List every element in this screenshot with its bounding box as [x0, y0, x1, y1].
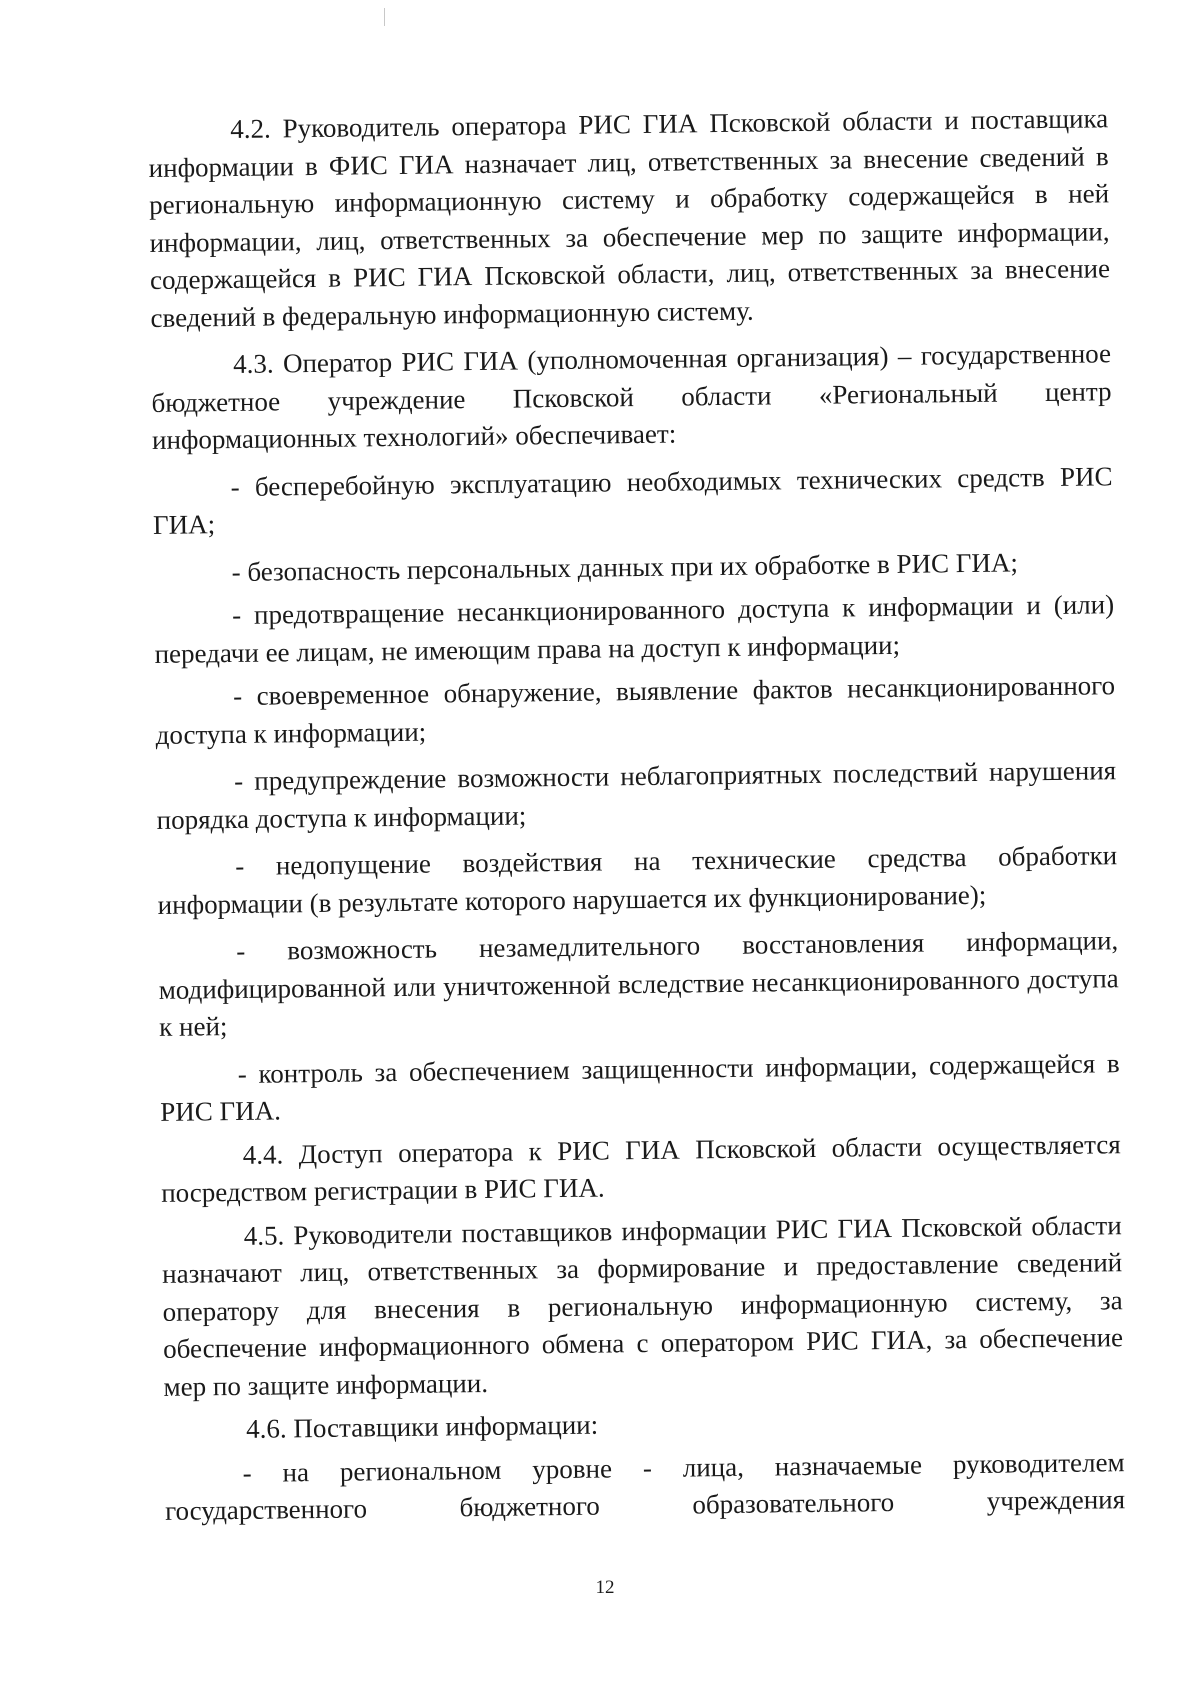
paragraph-4-3: 4.3. Оператор РИС ГИА (уполномоченная организация) – государственное бюджетное учреждение Псковской области «Региональный центр информационных технологий» обеспечивает: — [151, 338, 1112, 455]
list-item-uninterrupted-operation: - бесперебойную эксплуатацию необходимых технических средств РИС ГИА; — [152, 460, 1113, 540]
list-item-personal-data-security: - безопасность персональных данных при их обработке в РИС ГИА; — [231, 546, 1019, 587]
document-body — [148, 100, 1125, 1530]
list-item-timely-detection: - своевременное обнаружение, выявление фактов несанкционированного доступа к информации; — [155, 670, 1116, 750]
list-item-regional-level: - на региональном уровне - лица, назначаемые руководителем государственного бюджетного образовательного учреждения — [164, 1446, 1126, 1526]
scan-artifact-line — [384, 8, 385, 26]
list-item-no-impact-on-hardware: - недопущение воздействия на технические средства обработки информации (в результате которого нарушается их функционирование); — [157, 840, 1118, 920]
list-item-protection-control: - контроль за обеспечением защищенности информации, содержащейся в РИС ГИА. — [160, 1047, 1120, 1127]
list-item-recovery-capability: - возможность незамедлительного восстановления информации, модифицированной или уничтоженной вследствие несанкционированного доступа к ней; — [158, 925, 1119, 1042]
paragraph-4-5: 4.5. Руководители поставщиков информации РИС ГИА Псковской области назначают лиц, ответственных за формирование и предоставление сведений оператору для внесения в региональную информационную систему, за обеспечение информационного обмена с оператором РИС ГИА, за обеспечение мер по защите информации. — [162, 1209, 1124, 1402]
list-item-consequence-prevention: - предупреждение возможности неблагоприятных последствий нарушения порядка доступа к информации; — [156, 755, 1117, 835]
list-item-unauthorized-access-prevention: - предотвращение несанкционированного доступа к информации и (или) передачи ее лицам, не имеющим права на доступ к информации; — [154, 589, 1115, 669]
paragraph-4-6: 4.6. Поставщики информации: — [245, 1409, 599, 1444]
paragraph-4-4: 4.4. Доступ оператора к РИС ГИА Псковской области осуществляется посредством регистрации в РИС ГИА. — [161, 1128, 1121, 1208]
paragraph-4-2: 4.2. Руководитель оператора РИС ГИА Псковской области и поставщика информации в ФИС ГИА назначает лиц, ответственных за внесение сведений в региональную информационную систему и обработку содержащейся в ней информации, лиц, ответственных за обеспечение мер по защите информации, содержащейся в РИС ГИА Псковской области, лиц, ответственных за внесение сведений в федеральную информационную систему. — [148, 103, 1111, 333]
page-number: 12 — [595, 1577, 615, 1598]
